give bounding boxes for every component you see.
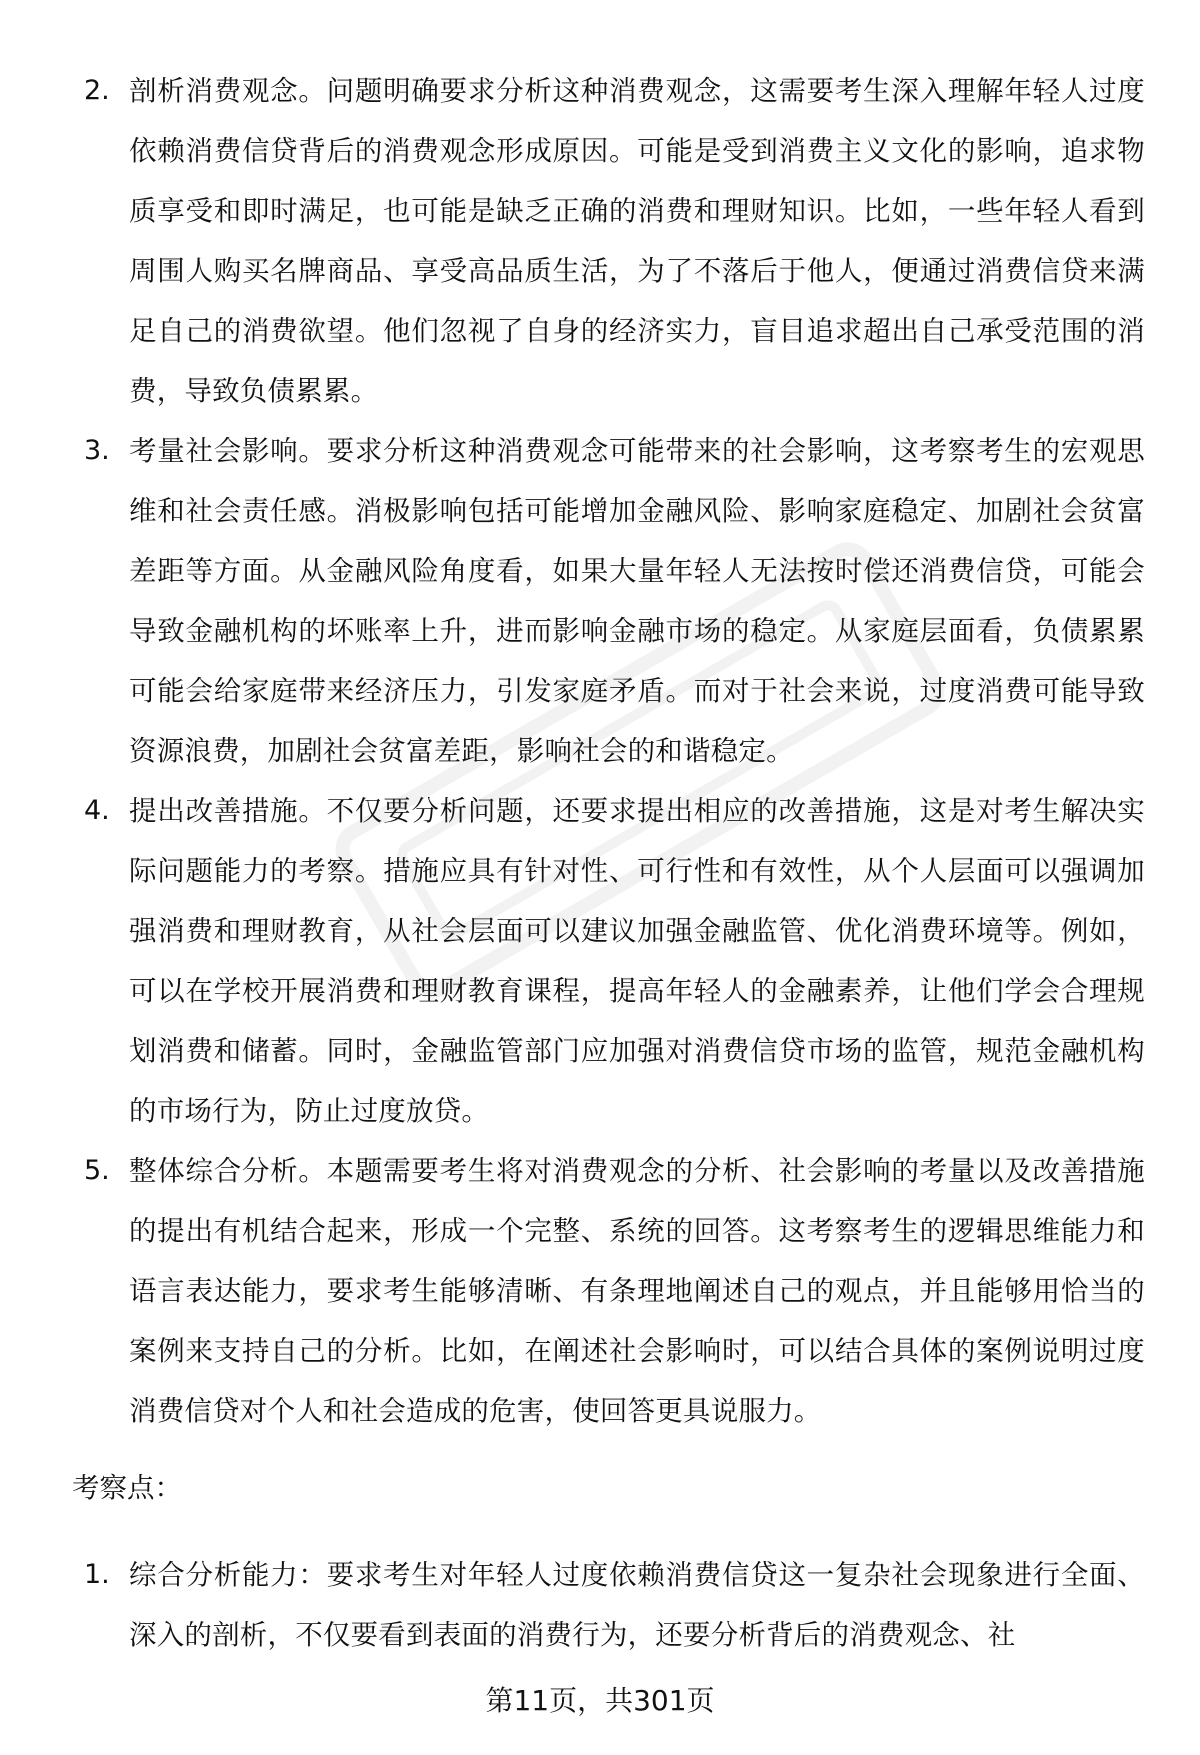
- list-item-number: 2.: [84, 75, 110, 106]
- list-item-text: 提出改善措施。不仅要分析问题，还要求提出相应的改善措施，这是对考生解决实际问题能力的考察。措施应具有针对性、可行性和有效性，从个人层面可以强调加强消费和理财教育，从社会层面可以建议加强金融监管、优化消费环境等。例如，可以在学校开展消费和理财教育课程，提高年轻人的金融素养，让他们学会合理规划消费和储蓄。同时，金融监管部门应加强对消费信贷市场的监管，规范金融机构的市场行为，防止过度放贷。: [129, 795, 1145, 1127]
- list-item: [0, 421, 1200, 781]
- list-item: [0, 61, 1200, 421]
- list-item-number: 4.: [84, 795, 110, 826]
- analysis-list: [0, 61, 1200, 1441]
- list-item-text: 综合分析能力：要求考生对年轻人过度依赖消费信贷这一复杂社会现象进行全面、深入的剖析，不仅要看到表面的消费行为，还要分析背后的消费观念、社: [129, 1559, 1145, 1651]
- section-heading: 考察点：: [72, 1472, 182, 1504]
- list-item-number: 1.: [84, 1559, 110, 1590]
- list-item: [0, 1545, 1200, 1665]
- list-item-text: 考量社会影响。要求分析这种消费观念可能带来的社会影响，这考察考生的宏观思维和社会责任感。消极影响包括可能增加金融风险、影响家庭稳定、加剧社会贫富差距等方面。从金融风险角度看，如果大量年轻人无法按时偿还消费信贷，可能会导致金融机构的坏账率上升，进而影响金融市场的稳定。从家庭层面看，负债累累可能会给家庭带来经济压力，引发家庭矛盾。而对于社会来说，过度消费可能导致资源浪费，加剧社会贫富差距，影响社会的和谐稳定。: [129, 435, 1145, 767]
- list-item-number: 5.: [84, 1155, 110, 1186]
- list-item-number: 3.: [84, 435, 110, 466]
- key-points-list: [0, 1545, 1200, 1665]
- list-item: [0, 781, 1200, 1141]
- list-item-text: 整体综合分析。本题需要考生将对消费观念的分析、社会影响的考量以及改善措施的提出有机结合起来，形成一个完整、系统的回答。这考察考生的逻辑思维能力和语言表达能力，要求考生能够清晰、有条理地阐述自己的观点，并且能够用恰当的案例来支持自己的分析。比如，在阐述社会影响时，可以结合具体的案例说明过度消费信贷对个人和社会造成的危害，使回答更具说服力。: [129, 1155, 1145, 1427]
- page-number: 第11页，共301页: [485, 1684, 715, 1717]
- list-item: [0, 1141, 1200, 1441]
- list-item-text: 剖析消费观念。问题明确要求分析这种消费观念，这需要考生深入理解年轻人过度依赖消费信贷背后的消费观念形成原因。可能是受到消费主义文化的影响，追求物质享受和即时满足，也可能是缺乏正确的消费和理财知识。比如，一些年轻人看到周围人购买名牌商品、享受高品质生活，为了不落后于他人，便通过消费信贷来满足自己的消费欲望。他们忽视了自身的经济实力，盲目追求超出自己承受范围的消费，导致负债累累。: [129, 75, 1145, 407]
